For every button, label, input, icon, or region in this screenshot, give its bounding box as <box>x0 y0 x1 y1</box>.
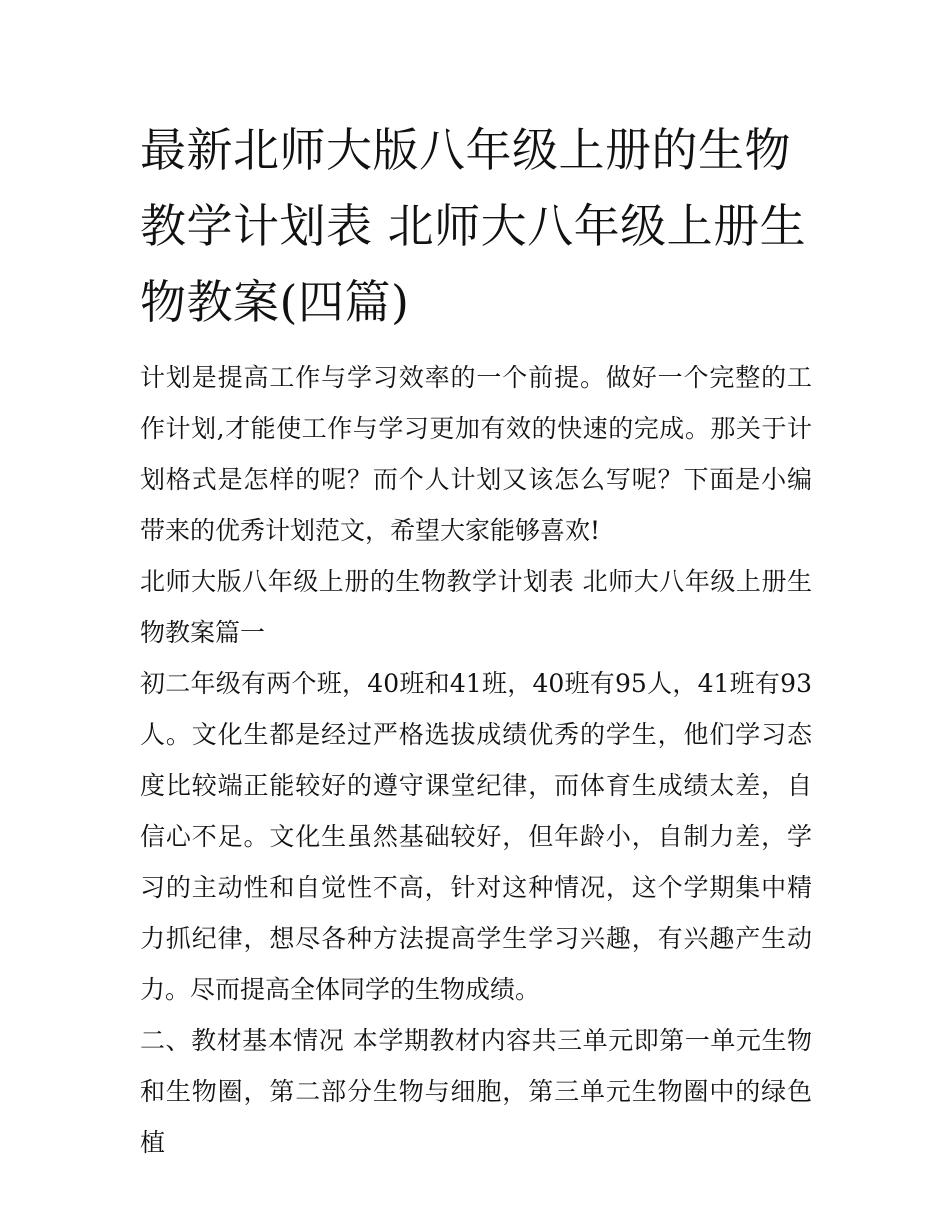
intro-paragraph: 计划是提高工作与学习效率的一个前提。做好一个完整的工作计划,才能使工作与学习更加有效的快速的完成。那关于计划格式是怎样的呢？而个人计划又该怎么写呢？下面是小编带来的优秀计划范文，希望大家能够喜欢! <box>140 363 812 545</box>
class-situation-paragraph: 初二年级有两个班，40班和41班，40班有95人，41班有93人。文化生都是经过严格选拔成绩优秀的学生，他们学习态度比较端正能较好的遵守课堂纪律，而体育生成绩太差，自信心不足。文化生虽然基础较好，但年龄小，自制力差，学习的主动性和自觉性不高，针对这种情况，这个学期集中精力抓纪律，想尽各种方法提高学生学习兴趣，有兴趣产生动力。尽而提高全体同学的生物成绩。 <box>140 669 812 1004</box>
document-title: 最新北师大版八年级上册的生物教学计划表 北师大八年级上册生物教案(四篇) <box>140 123 807 329</box>
textbook-situation-paragraph: 二、教材基本情况 本学期教材内容共三单元即第一单元生物和生物圈，第二部分生物与细胞，第三单元生物圈中的绿色植 <box>140 1026 812 1157</box>
section-heading: 北师大版八年级上册的生物教学计划表 北师大八年级上册生物教案篇一 <box>140 567 812 647</box>
document-body <box>140 112 812 1168</box>
